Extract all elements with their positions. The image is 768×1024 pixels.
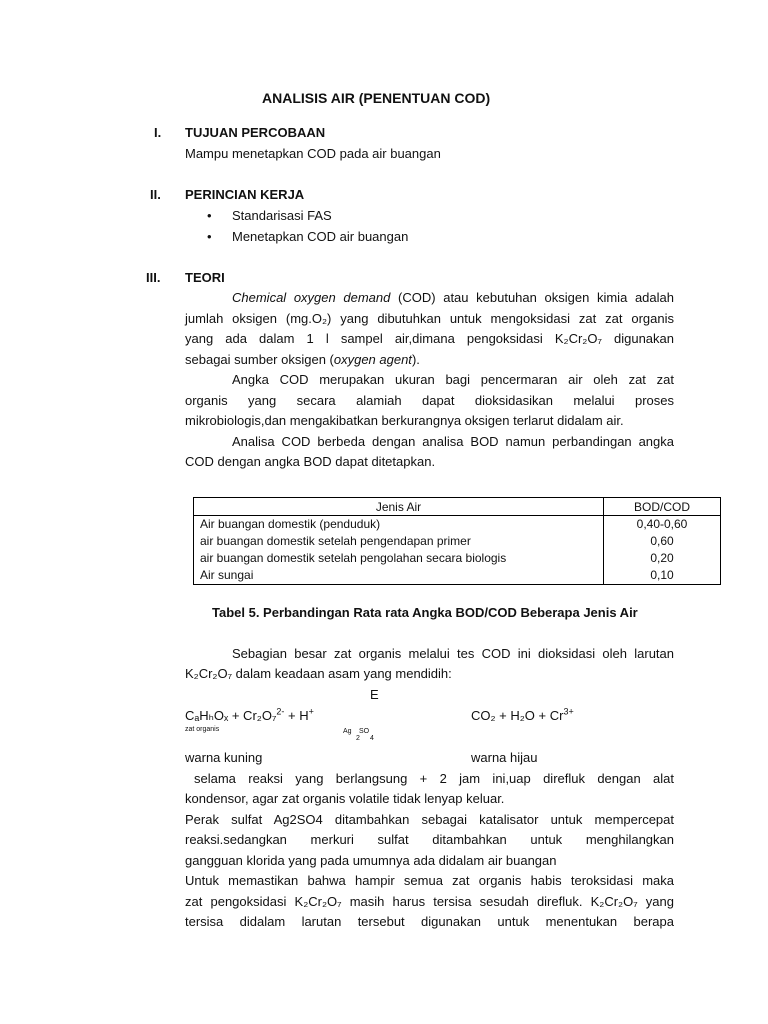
table-row <box>194 550 721 567</box>
reaction-arrow-label: E <box>370 687 379 702</box>
reaction-intro-line: K₂Cr₂O₇ dalam keadaan asam yang mendidih: <box>185 666 452 681</box>
table-row <box>194 567 721 585</box>
table-cell: 0,60 <box>604 533 721 550</box>
section-number: II. <box>150 187 161 202</box>
table-cell: 0,10 <box>604 567 721 585</box>
table-cell: Air buangan domestik (penduduk) <box>194 516 604 534</box>
bod-cod-table <box>193 497 721 585</box>
section-number: I. <box>154 125 162 140</box>
bullet-item: Standarisasi FAS <box>232 208 332 223</box>
section-text: Mampu menetapkan COD pada air buangan <box>185 146 441 161</box>
body-line: Untuk memastikan bahwa hampir semua zat organis habis teroksidasi maka <box>185 873 674 888</box>
body-line: selama reaksi yang berlangsung + 2 jam ini,uap direfluk dengan alat <box>194 771 674 786</box>
reaction-intro-line: Sebagian besar zat organis melalui tes COD ini dioksidasi oleh larutan <box>232 646 674 661</box>
table-row <box>194 533 721 550</box>
theory-line: yang ada dalam 1 l sampel air,dimana pengoksidasi K₂Cr₂O₇ digunakan <box>185 331 674 346</box>
theory-line: COD dengan angka BOD dapat ditetapkan. <box>185 454 436 469</box>
body-line: tersisa didalam larutan tersebut digunakan untuk menentukan berapa <box>185 914 674 929</box>
section-heading: PERINCIAN KERJA <box>185 187 305 202</box>
table-cell: 0,40-0,60 <box>604 516 721 534</box>
reaction-catalyst: 2 <box>356 735 360 742</box>
bullet-icon: • <box>207 229 212 244</box>
body-line: kondensor, agar zat organis volatile tidak lenyap keluar. <box>185 791 505 806</box>
table-header: Jenis Air <box>194 498 604 516</box>
section-heading: TEORI <box>185 270 225 285</box>
table-cell: Air sungai <box>194 567 604 585</box>
reaction-sub-label: zat organis <box>185 726 220 733</box>
reaction-color-left: warna kuning <box>185 750 263 765</box>
table-header: BOD/COD <box>604 498 721 516</box>
theory-line: jumlah oksigen (mg.O₂) yang dibutuhkan untuk mengoksidasi zat zat organis <box>185 311 674 326</box>
bullet-icon: • <box>207 208 212 223</box>
section-heading: TUJUAN PERCOBAAN <box>185 125 326 140</box>
table-row <box>194 516 721 534</box>
body-line: Perak sulfat Ag2SO4 ditambahkan sebagai katalisator untuk mempercepat <box>185 812 674 827</box>
reaction-catalyst: SO <box>359 728 370 735</box>
table-header-row <box>194 498 721 516</box>
theory-line: Chemical oxygen demand (COD) atau kebutuhan oksigen kimia adalah <box>232 290 674 305</box>
reaction-rhs: $CO_2 + H_2O + Cr^{3+}$ <box>471 706 574 723</box>
table-cell: air buangan domestik setelah pengendapan primer <box>194 533 604 550</box>
body-line: gangguan klorida yang pada umumnya ada didalam air buangan <box>185 853 557 868</box>
reaction-catalyst: 4 <box>370 735 374 742</box>
theory-line: Angka COD merupakan ukuran bagi pencermaran air oleh zat zat <box>232 372 674 387</box>
reaction-lhs: CₐHₕOₓ + Cr₂O₇$^{2-}$ + H+ <box>185 706 314 723</box>
bullet-item: Menetapkan COD air buangan <box>232 229 409 244</box>
theory-line: Analisa COD berbeda dengan analisa BOD namun perbandingan angka <box>232 434 674 449</box>
theory-line: sebagai sumber oksigen (oxygen agent). <box>185 352 420 367</box>
section-number: III. <box>146 270 161 285</box>
table-cell: air buangan domestik setelah pengolahan secara biologis <box>194 550 604 567</box>
table-cell: 0,20 <box>604 550 721 567</box>
reaction-color-right: warna hijau <box>471 750 538 765</box>
theory-line: mikrobiologis,dan mengakibatkan berkurangnya oksigen terlarut didalam air. <box>185 413 624 428</box>
theory-line: organis yang secara alamiah dapat dioksidasikan melalui proses <box>185 393 674 408</box>
body-line: zat pengoksidasi K₂Cr₂O₇ masih harus tersisa sesudah direfluk. K₂Cr₂O₇ yang <box>185 894 674 909</box>
page-title: ANALISIS AIR (PENENTUAN COD) <box>262 90 491 106</box>
body-line: reaksi.sedangkan merkuri sulfat ditambahkan untuk menghilangkan <box>185 832 674 847</box>
table-caption: Tabel 5. Perbandingan Rata rata Angka BOD/COD Beberapa Jenis Air <box>212 605 638 620</box>
reaction-catalyst: Ag <box>343 728 352 735</box>
